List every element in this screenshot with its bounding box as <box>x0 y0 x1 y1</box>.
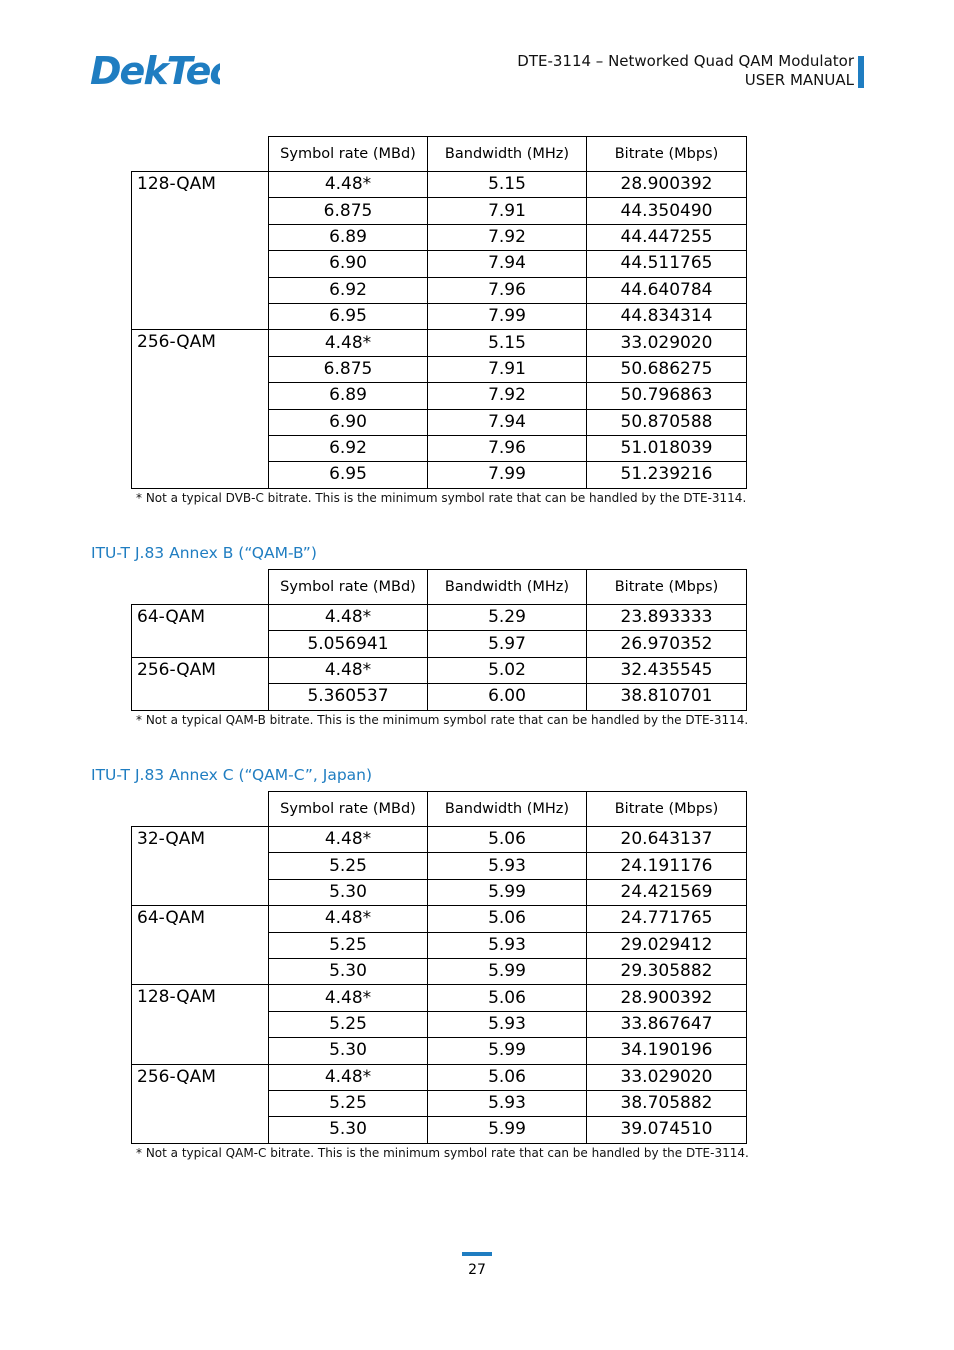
column-header: Bandwidth (MHz) <box>428 570 587 605</box>
page-number: 27 <box>468 1262 486 1278</box>
header-row <box>132 792 747 827</box>
table-cell: 4.48* <box>269 330 428 356</box>
table-cell: 5.02 <box>428 657 587 683</box>
table-cell: 44.834314 <box>587 303 747 329</box>
table-cell: 6.00 <box>428 684 587 710</box>
table-cell: 28.900392 <box>587 172 747 198</box>
modulation-cell: 256-QAM <box>132 657 269 710</box>
table-cell: 5.06 <box>428 827 587 853</box>
table-cell: 7.96 <box>428 277 587 303</box>
table-cell: 6.875 <box>269 198 428 224</box>
table-cell: 5.25 <box>269 1011 428 1037</box>
table-row <box>132 906 747 932</box>
table-cell: 33.867647 <box>587 1011 747 1037</box>
table-cell: 6.92 <box>269 435 428 461</box>
table-cell: 6.95 <box>269 462 428 488</box>
table-row <box>132 985 747 1011</box>
table-cell: 26.970352 <box>587 631 747 657</box>
table-cell: 6.89 <box>269 383 428 409</box>
modulation-cell: 64-QAM <box>132 605 269 658</box>
table-cell: 6.90 <box>269 409 428 435</box>
table-cell: 5.056941 <box>269 631 428 657</box>
table-cell: 6.92 <box>269 277 428 303</box>
table-cell: 5.30 <box>269 1117 428 1143</box>
table-cell: 5.30 <box>269 1038 428 1064</box>
table-cell: 44.350490 <box>587 198 747 224</box>
table-cell: 5.06 <box>428 985 587 1011</box>
table-cell: 5.99 <box>428 879 587 905</box>
footer-accent-bar <box>462 1252 492 1256</box>
table-cell: 7.92 <box>428 224 587 250</box>
table-row <box>132 657 747 683</box>
table-cell: 6.89 <box>269 224 428 250</box>
annex-c-note: * Not a typical QAM-C bitrate. This is the minimum symbol rate that can be handled by the DTE-3114. <box>136 1146 749 1160</box>
table-cell: 7.91 <box>428 356 587 382</box>
table-cell: 4.48* <box>269 985 428 1011</box>
logo-text: DekTec <box>90 52 220 88</box>
table-cell: 5.93 <box>428 1090 587 1116</box>
table-cell: 6.95 <box>269 303 428 329</box>
table-row <box>132 827 747 853</box>
table-cell: 39.074510 <box>587 1117 747 1143</box>
table-row <box>132 330 747 356</box>
table-cell: 29.029412 <box>587 932 747 958</box>
table-cell: 44.640784 <box>587 277 747 303</box>
table-cell: 34.190196 <box>587 1038 747 1064</box>
column-header: Symbol rate (MBd) <box>269 570 428 605</box>
table-cell: 7.91 <box>428 198 587 224</box>
section-title-annex-c: ITU-T J.83 Annex C (“QAM-C”, Japan) <box>91 766 373 784</box>
column-header: Bandwidth (MHz) <box>428 792 587 827</box>
table-cell: 5.360537 <box>269 684 428 710</box>
column-header: Bitrate (Mbps) <box>587 137 747 172</box>
table-cell: 38.705882 <box>587 1090 747 1116</box>
table-cell: 5.06 <box>428 906 587 932</box>
table-cell: 5.29 <box>428 605 587 631</box>
table-cell: 7.94 <box>428 409 587 435</box>
modulation-cell: 32-QAM <box>132 827 269 906</box>
annex-b-note: * Not a typical QAM-B bitrate. This is the minimum symbol rate that can be handled by the DTE-3114. <box>136 713 749 727</box>
table-cell: 5.97 <box>428 631 587 657</box>
table-cell: 7.99 <box>428 303 587 329</box>
table-cell: 5.93 <box>428 853 587 879</box>
table-cell: 5.99 <box>428 1117 587 1143</box>
document-title: DTE-3114 – Networked Quad QAM Modulator <box>517 52 854 70</box>
table-cell: 4.48* <box>269 906 428 932</box>
table-cell: 5.93 <box>428 1011 587 1037</box>
table-cell: 24.191176 <box>587 853 747 879</box>
table-cell: 44.511765 <box>587 251 747 277</box>
document-subtitle: USER MANUAL <box>744 71 854 89</box>
table-cell: 5.15 <box>428 172 587 198</box>
header-row <box>132 570 747 605</box>
table-cell: 5.06 <box>428 1064 587 1090</box>
table-cell: 23.893333 <box>587 605 747 631</box>
annex-b-table <box>131 569 747 711</box>
section-title-annex-b: ITU-T J.83 Annex B (“QAM-B”) <box>91 544 317 562</box>
dvb-c-table <box>131 136 747 489</box>
column-header: Bitrate (Mbps) <box>587 570 747 605</box>
table-cell: 5.15 <box>428 330 587 356</box>
table-cell: 7.99 <box>428 462 587 488</box>
column-header: Bandwidth (MHz) <box>428 137 587 172</box>
table-cell: 20.643137 <box>587 827 747 853</box>
table-cell: 50.796863 <box>587 383 747 409</box>
table-cell: 7.96 <box>428 435 587 461</box>
table-cell: 32.435545 <box>587 657 747 683</box>
table-cell: 6.90 <box>269 251 428 277</box>
column-header: Bitrate (Mbps) <box>587 792 747 827</box>
document-header <box>517 52 854 90</box>
table-cell: 24.421569 <box>587 879 747 905</box>
annex-c-table <box>131 791 747 1144</box>
modulation-cell: 128-QAM <box>132 172 269 330</box>
table-cell: 50.870588 <box>587 409 747 435</box>
table-cell: 28.900392 <box>587 985 747 1011</box>
table-cell: 33.029020 <box>587 330 747 356</box>
table-cell: 4.48* <box>269 827 428 853</box>
header-row <box>132 137 747 172</box>
table-cell: 5.99 <box>428 958 587 984</box>
column-header: Symbol rate (MBd) <box>269 792 428 827</box>
table-cell: 29.305882 <box>587 958 747 984</box>
table-cell: 4.48* <box>269 605 428 631</box>
dektec-logo <box>90 52 220 92</box>
modulation-cell: 256-QAM <box>132 1064 269 1143</box>
table-cell: 5.99 <box>428 1038 587 1064</box>
table-cell: 5.30 <box>269 879 428 905</box>
header-accent-bar <box>858 56 864 88</box>
table-cell: 33.029020 <box>587 1064 747 1090</box>
table-cell: 6.875 <box>269 356 428 382</box>
table-cell: 5.25 <box>269 932 428 958</box>
table-row <box>132 172 747 198</box>
table-cell: 24.771765 <box>587 906 747 932</box>
table-cell: 5.25 <box>269 853 428 879</box>
table-row <box>132 1064 747 1090</box>
table-cell: 50.686275 <box>587 356 747 382</box>
modulation-cell: 256-QAM <box>132 330 269 488</box>
column-header: Symbol rate (MBd) <box>269 137 428 172</box>
table-cell: 38.810701 <box>587 684 747 710</box>
table-cell: 7.92 <box>428 383 587 409</box>
table-cell: 5.25 <box>269 1090 428 1116</box>
table-cell: 7.94 <box>428 251 587 277</box>
table-cell: 44.447255 <box>587 224 747 250</box>
table-cell: 5.30 <box>269 958 428 984</box>
table-row <box>132 605 747 631</box>
dvb-c-note: * Not a typical DVB-C bitrate. This is the minimum symbol rate that can be handled by the DTE-3114. <box>136 491 747 505</box>
modulation-cell: 64-QAM <box>132 906 269 985</box>
modulation-cell: 128-QAM <box>132 985 269 1064</box>
table-cell: 4.48* <box>269 657 428 683</box>
table-cell: 5.93 <box>428 932 587 958</box>
table-cell: 4.48* <box>269 172 428 198</box>
table-cell: 4.48* <box>269 1064 428 1090</box>
table-cell: 51.239216 <box>587 462 747 488</box>
table-cell: 51.018039 <box>587 435 747 461</box>
